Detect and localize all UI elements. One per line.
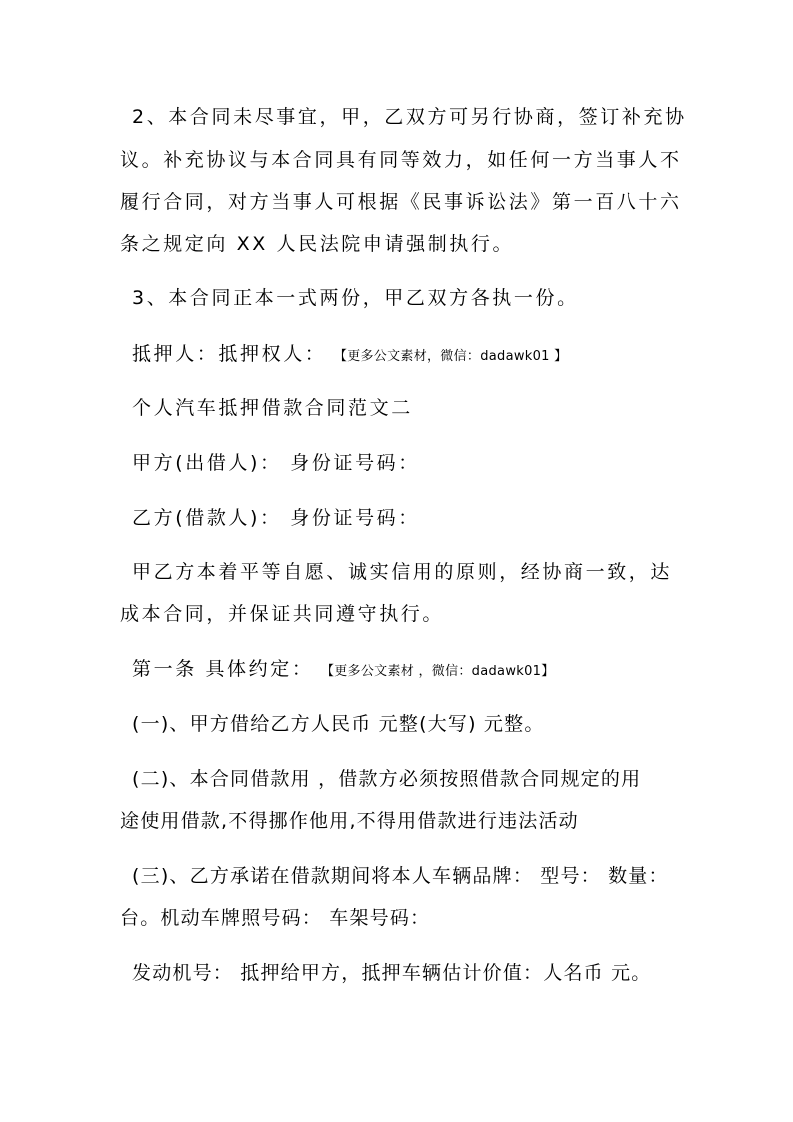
signature-line [132, 339, 692, 372]
paragraph-line: 成本合同，并保证共同遵守执行。 [120, 603, 445, 625]
signature-label: 抵押人：抵押权人： [132, 343, 327, 365]
article-title: 第一条 具体约定： [132, 658, 314, 680]
paragraph-line: 履行合同，对方当事人可根据《民事诉讼法》第一百八十六 [120, 191, 682, 213]
clause-line: (三)、乙方承诺在借款期间将本人车辆品牌： 型号： 数量： [132, 865, 669, 887]
clause-line: (二)、本合同借款用 ，借款方必须按照借款合同规定的用 [132, 768, 642, 790]
paragraph-line: 途使用借款,不得挪作他用,不得用借款进行违法活动 [120, 810, 579, 832]
paragraph-line: 3、本合同正本一式两份，甲乙双方各执一份。 [132, 287, 579, 309]
paragraph-line: 议。补充协议与本合同具有同等效力，如任何一方当事人不 [120, 149, 682, 171]
promo-note: 【更多公文素材，微信：dadawk01 】 [340, 349, 568, 364]
paragraph-line: 2、本合同未尽事宜，甲，乙双方可另行协商，签订补充协 [132, 106, 687, 128]
clause-line: (一)、甲方借给乙方人民币 元整(大写) 元整。 [132, 713, 545, 735]
party-b-line: 乙方(借款人)： 身份证号码： [132, 507, 420, 529]
section-title: 个人汽车抵押借款合同范文二 [132, 397, 413, 419]
party-a-line: 甲方(出借人)： 身份证号码： [132, 452, 420, 474]
paragraph-line: 台。机动车牌照号码： 车架号码： [120, 907, 431, 929]
article-line [132, 654, 692, 687]
promo-note: 【更多公文素材 ，微信：dadawk01】 [327, 664, 555, 679]
paragraph-line: 条之规定向 XX 人民法院申请强制执行。 [120, 233, 515, 255]
paragraph-line: 发动机号： 抵押给甲方，抵押车辆估计价值：人名币 元。 [132, 962, 652, 984]
paragraph-line: 甲乙方本着平等自愿、诚实信用的原则，经协商一致，达 [132, 561, 673, 583]
